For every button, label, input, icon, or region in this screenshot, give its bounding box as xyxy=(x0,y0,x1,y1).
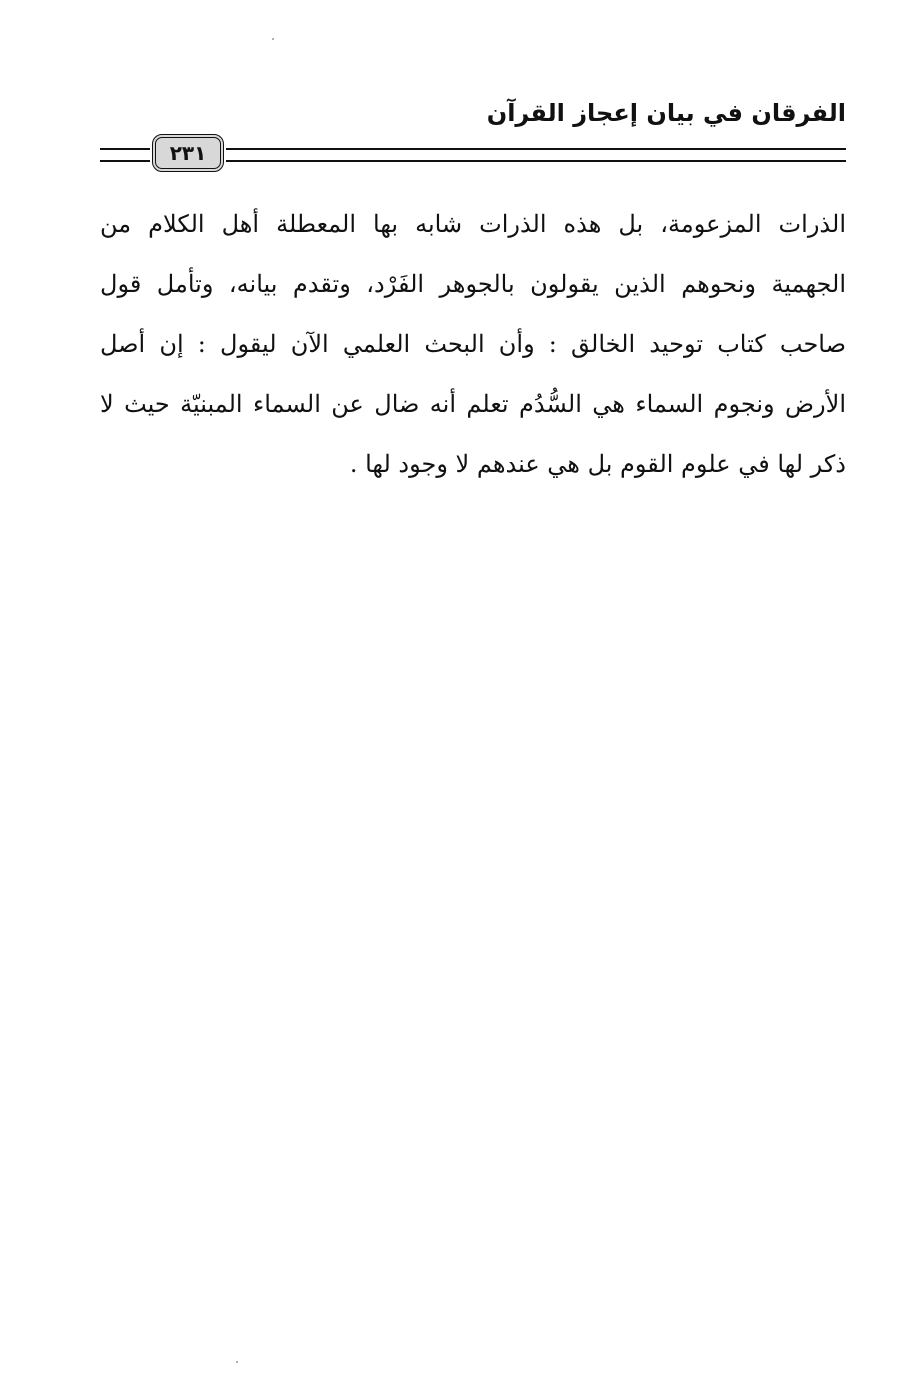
rule-line-left-top xyxy=(100,148,150,150)
body-line-4: الأرض ونجوم السماء هي السُّدُم تعلم أنه ضال عن السماء المبنيّة حيث لا xyxy=(100,390,846,418)
page-number-box xyxy=(152,134,224,172)
body-line-5: ذكر لها في علوم القوم بل هي عندهم لا وجود لها . xyxy=(349,450,846,478)
scan-speck xyxy=(236,1361,238,1363)
page-number: ٢٣١ xyxy=(169,141,207,165)
rule-line-left-bottom xyxy=(100,160,150,162)
rule-line-right-bottom xyxy=(226,160,846,162)
body-line-3: صاحب كتاب توحيد الخالق : وأن البحث العلمي الآن ليقول : إن أصل xyxy=(100,330,846,358)
body-line-2: الجهمية ونحوهم الذين يقولون بالجوهر الفَرْد، وتقدم بيانه، وتأمل قول xyxy=(100,270,846,298)
header-rule xyxy=(100,138,846,174)
scan-speck xyxy=(272,38,274,40)
running-title: الفرقان في بيان إعجاز القرآن xyxy=(486,99,846,127)
body-text xyxy=(100,194,846,494)
body-line-1: الذرات المزعومة، بل هذه الذرات شابه بها المعطلة أهل الكلام من xyxy=(100,210,846,238)
rule-line-right-top xyxy=(226,148,846,150)
page-header xyxy=(100,96,846,186)
